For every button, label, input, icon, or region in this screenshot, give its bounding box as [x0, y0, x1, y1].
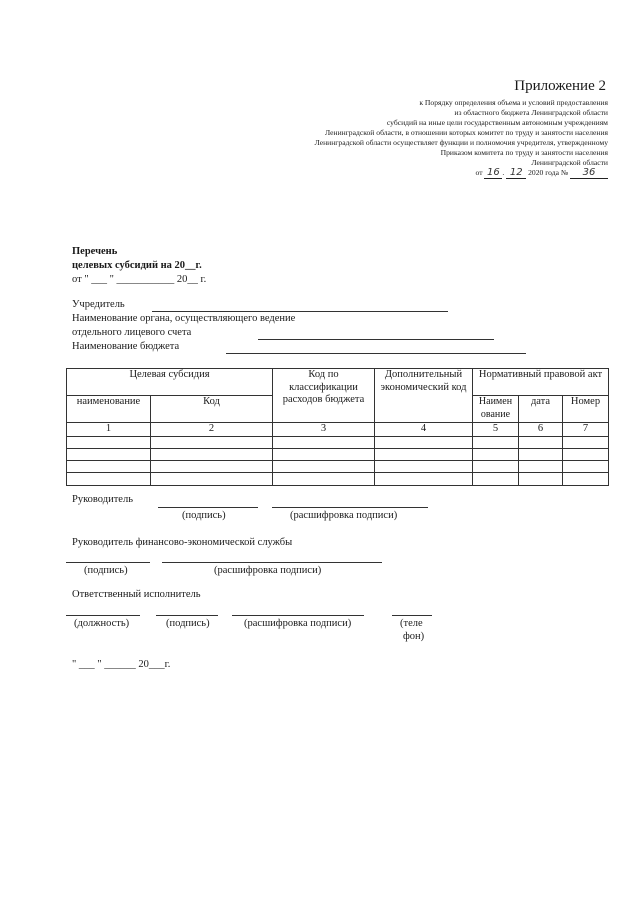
table-cell	[563, 460, 609, 472]
resp-sign-caption: (подпись)	[166, 618, 210, 629]
th-budget-code: Код по классификации расходов бюджета	[273, 369, 375, 423]
th-act-name: Наимен ование	[473, 396, 519, 423]
order-day: 16	[487, 167, 500, 178]
th-name: наименование	[67, 396, 151, 423]
founder-line	[152, 311, 448, 312]
table-row	[67, 436, 609, 448]
table-cell	[473, 436, 519, 448]
header-line-2: из областного бюджета Ленинградской области	[454, 108, 608, 117]
head-label: Руководитель	[72, 494, 133, 505]
resp-label: Ответственный исполнитель	[72, 589, 201, 600]
col-number: 2	[151, 423, 273, 437]
resp-position-line	[66, 615, 140, 616]
table-cell	[67, 448, 151, 460]
appendix-title: Приложение 2	[514, 78, 606, 94]
table-cell	[563, 436, 609, 448]
account-label: отдельного лицевого счета	[72, 327, 192, 338]
head-decode-caption: (расшифровка подписи)	[290, 510, 398, 521]
table-row	[67, 472, 609, 485]
head-sign-line	[158, 507, 258, 508]
head-decode-line	[272, 507, 428, 508]
table-cell	[151, 472, 273, 485]
table-cell	[67, 436, 151, 448]
fin-sign-caption: (подпись)	[84, 565, 128, 576]
doc-heading-2: целевых субсидий на 20__г.	[72, 260, 202, 271]
table-cell	[519, 472, 563, 485]
fin-decode-line	[162, 562, 382, 563]
th-act-date: дата	[519, 396, 563, 423]
table-cell	[519, 460, 563, 472]
header-line-5: Ленинградской области осуществляет функции и полномочия учредителя, утвержденному	[314, 138, 608, 147]
table-row	[67, 448, 609, 460]
order-day-field	[484, 168, 502, 179]
table-cell	[375, 472, 473, 485]
account-line	[258, 339, 494, 340]
order-month-field	[506, 168, 526, 179]
header-line-4: Ленинградской области, в отношении которых комитет по труду и занятости населения	[325, 128, 608, 137]
budget-line	[226, 353, 526, 354]
table-cell	[273, 460, 375, 472]
fin-decode-caption: (расшифровка подписи)	[214, 565, 322, 576]
order-number-field	[570, 168, 608, 179]
resp-position-caption: (должность)	[74, 618, 130, 629]
table-cell	[273, 436, 375, 448]
table-cell	[67, 472, 151, 485]
table-cell	[473, 460, 519, 472]
table-cell	[375, 460, 473, 472]
table-row	[67, 460, 609, 472]
table-cell	[151, 460, 273, 472]
col-number: 6	[519, 423, 563, 437]
head-sign-caption: (подпись)	[182, 510, 226, 521]
resp-sign-line	[156, 615, 218, 616]
table-cell	[519, 448, 563, 460]
col-number: 7	[563, 423, 609, 437]
order-month: 12	[509, 167, 523, 178]
th-kod: Код	[151, 396, 273, 423]
table-cell	[375, 436, 473, 448]
th-act-number: Номер	[563, 396, 609, 423]
col-number: 3	[273, 423, 375, 437]
header-line-1: к Порядку определения объема и условий предоставления	[419, 98, 608, 107]
table-cell	[519, 436, 563, 448]
organ-label: Наименование органа, осуществляющего ведение	[72, 313, 296, 324]
bottom-date: " ___ " ______ 20___г.	[72, 659, 171, 670]
col-number: 5	[473, 423, 519, 437]
table-cell	[151, 448, 273, 460]
order-number: 36	[582, 167, 596, 178]
table-cell	[67, 460, 151, 472]
subsidy-table	[66, 368, 609, 486]
founder-label: Учредитель	[72, 299, 125, 310]
table-cell	[273, 448, 375, 460]
resp-decode-line	[232, 615, 364, 616]
doc-date-line: от " ___ " ___________ 20__ г.	[72, 274, 207, 285]
fin-label: Руководитель финансово-экономической службы	[72, 537, 293, 548]
order-prefix: от	[475, 168, 483, 177]
table-cell	[473, 472, 519, 485]
table-cell	[563, 472, 609, 485]
header-line-3: субсидий на иные цели государственным автономным учреждениям	[386, 118, 608, 127]
doc-heading-1: Перечень	[72, 246, 118, 257]
budget-label: Наименование бюджета	[72, 341, 180, 352]
table-cell	[473, 448, 519, 460]
order-line: от 16 . 12 2020 года № 36	[0, 168, 608, 179]
resp-phone-caption-1: (теле	[400, 618, 423, 629]
table-cell	[375, 448, 473, 460]
resp-phone-line	[392, 615, 432, 616]
col-number: 4	[375, 423, 473, 437]
table-cell	[563, 448, 609, 460]
th-normative-act: Нормативный правовой акт	[473, 369, 609, 396]
table-cell	[273, 472, 375, 485]
th-target-subsidy: Целевая субсидия	[67, 369, 273, 396]
header-line-7: Ленинградской области	[531, 158, 608, 167]
fin-sign-line	[66, 562, 150, 563]
resp-decode-caption: (расшифровка подписи)	[244, 618, 352, 629]
th-extra-code: Дополнительный экономический код	[375, 369, 473, 423]
header-line-6: Приказом комитета по труду и занятости населения	[440, 148, 608, 157]
resp-phone-caption-2: фон)	[403, 631, 425, 642]
order-year: 2020 года №	[528, 168, 569, 177]
col-number: 1	[67, 423, 151, 437]
table-cell	[151, 436, 273, 448]
